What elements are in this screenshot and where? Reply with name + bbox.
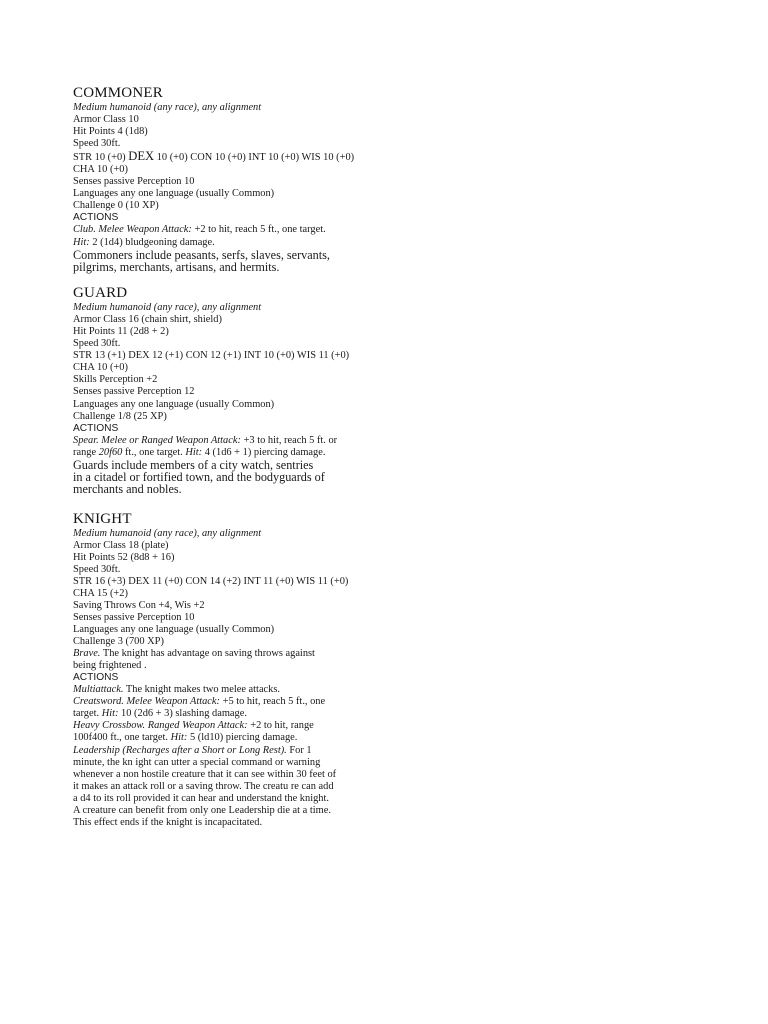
commoner-cha: CHA 10 (+0): [73, 164, 128, 176]
brave-text: The knight has advantage on saving throws against: [102, 648, 315, 660]
guard-languages: Languages any one language (usually Common): [73, 398, 275, 410]
knight-speed: Speed 30ft.: [73, 563, 121, 575]
spear-attack: +3 to hit, reach 5 ft. or: [243, 434, 338, 446]
leadership-text-6: A creature can benefit from only one Leadership die at a time.: [73, 804, 331, 816]
spacer: [73, 273, 453, 284]
commoner-senses: Senses passive Perception 10: [73, 176, 195, 188]
knight-statblock: [73, 510, 453, 829]
spear-hit-label: Hit:: [185, 446, 203, 458]
commoner-club-hit: [73, 237, 453, 249]
club-hit-label: Hit:: [73, 236, 90, 248]
commoner-actions-heading: ACTIONS: [73, 212, 119, 224]
leadership-text-2: minute, the kn ight can utter a special command or warning: [73, 756, 321, 768]
commoner-type: Medium humanoid (any race), any alignment: [73, 102, 262, 113]
leadership-name: Leadership (Recharges after a Short or Long Rest).: [73, 744, 287, 756]
commoner-description-1: Commoners include peasants, serfs, slaves, servants,: [73, 247, 330, 262]
knight-challenge: Challenge 3 (700 XP): [73, 636, 164, 648]
spear-range-label: range: [73, 446, 97, 458]
guard-type: Medium humanoid (any race), any alignment: [73, 302, 262, 314]
commoner-ability-scores: [73, 150, 453, 164]
guard-description-2: in a citadel or fortified town, and the bodyguards of: [73, 470, 325, 485]
leadership-text-1: For 1: [289, 744, 312, 756]
knight-cha: CHA 15 (+2): [73, 587, 128, 599]
commoner-dex-label: DEX: [128, 149, 155, 164]
document-page: [73, 84, 453, 829]
knight-greatsword-hit: [73, 708, 453, 720]
greatsword-target: target.: [73, 708, 100, 720]
knight-title: KNIGHT: [73, 510, 132, 527]
commoner-armor-class: Armor Class 10: [73, 114, 139, 126]
knight-ability-scores: STR 16 (+3) DEX 11 (+0) CON 14 (+2) INT 11 (+0) WIS 11 (+0): [73, 575, 349, 587]
knight-brave-trait: [73, 648, 453, 660]
commoner-description-2: pilgrims, merchants, artisans, and hermits.: [73, 259, 280, 274]
guard-challenge: Challenge 1/8 (25 XP): [73, 410, 167, 422]
knight-crossbow-action: [73, 720, 453, 732]
knight-hit-points: Hit Points 52 (8d8 + 16): [73, 551, 175, 563]
guard-spear-action: [73, 435, 453, 447]
spear-name: Spear. Melee or Ranged Weapon Attack:: [73, 434, 241, 446]
knight-armor-class: Armor Class 18 (plate): [73, 539, 169, 551]
spacer: [73, 496, 453, 510]
guard-description-3: merchants and nobles.: [73, 482, 182, 497]
greatsword-hit-label: Hit:: [101, 708, 119, 720]
commoner-hit-points: Hit Points 4 (1d8): [73, 126, 148, 138]
commoner-speed: Speed 30ft.: [73, 138, 121, 150]
knight-senses: Senses passive Perception 10: [73, 611, 195, 623]
guard-description-1: Guards include members of a city watch, sentries: [73, 457, 314, 472]
greatsword-name: Creatsword. Melee Weapon Attack:: [73, 696, 220, 708]
knight-greatsword-action: [73, 696, 453, 708]
guard-hit-points: Hit Points 11 (2d8 + 2): [73, 326, 169, 338]
club-damage: 2 (1d4) bludgeoning damage.: [92, 236, 215, 248]
guard-actions-heading: ACTIONS: [73, 422, 119, 434]
guard-senses: Senses passive Perception 12: [73, 386, 195, 398]
guard-title: GUARD: [73, 285, 128, 302]
club-attack: +2 to hit, reach 5 ft., one target.: [194, 224, 326, 236]
knight-type: Medium humanoid (any race), any alignment: [73, 527, 262, 539]
guard-statblock: [73, 284, 453, 496]
commoner-other-stats: 10 (+0) CON 10 (+0) INT 10 (+0) WIS 10 (+0): [156, 152, 355, 164]
knight-brave-trait-2: being frightened .: [73, 660, 147, 672]
crossbow-name: Heavy Crossbow. Ranged Weapon Attack:: [73, 720, 248, 732]
spear-damage: 4 (1d6 + 1) piercing damage.: [204, 446, 326, 458]
crossbow-attack: +2 to hit, range: [250, 720, 314, 732]
multiattack-text: The knight makes two melee attacks.: [125, 684, 281, 696]
knight-multiattack: [73, 684, 453, 696]
commoner-club-action: [73, 224, 453, 236]
guard-ability-scores: STR 13 (+1) DEX 12 (+1) CON 12 (+1) INT 10 (+0) WIS 11 (+0): [73, 350, 350, 362]
brave-name: Brave.: [73, 648, 101, 660]
guard-skills: Skills Perception +2: [73, 374, 158, 386]
leadership-text-3: whenever a non hostile creature that it can see within 30 feet of: [73, 768, 337, 780]
guard-speed: Speed 30ft.: [73, 338, 121, 350]
crossbow-damage: 5 (ld10) piercing damage.: [190, 732, 298, 744]
crossbow-hit-label: Hit:: [170, 732, 188, 744]
guard-armor-class: Armor Class 16 (chain shirt, shield): [73, 314, 222, 326]
knight-crossbow-hit: [73, 732, 453, 744]
leadership-text-7: This effect ends if the knight is incapacitated.: [73, 816, 263, 828]
guard-spear-hit: [73, 447, 453, 459]
leadership-text-4: it makes an attack roll or a saving throw. The creatu re can add: [73, 780, 334, 792]
spear-target: ft., one target.: [124, 446, 183, 458]
knight-leadership-action: [73, 745, 453, 757]
commoner-str: STR 10 (+0): [73, 152, 126, 164]
multiattack-name: Multiattack.: [73, 684, 124, 696]
guard-cha: CHA 10 (+0): [73, 362, 128, 374]
leadership-text-5: a d4 to its roll provided it can hear and understand the knight.: [73, 792, 329, 804]
commoner-title: COMMONER: [73, 85, 163, 101]
club-name: Club. Melee Weapon Attack:: [73, 224, 192, 236]
commoner-languages: Languages any one language (usually Common): [73, 188, 275, 200]
commoner-statblock: [73, 84, 453, 273]
greatsword-attack: +5 to hit, reach 5 ft., one: [222, 696, 326, 708]
greatsword-damage: 10 (2d6 + 3) slashing damage.: [121, 708, 247, 720]
crossbow-range: 100f400 ft., one target.: [73, 732, 169, 744]
knight-actions-heading: ACTIONS: [73, 672, 119, 684]
spear-range: 20f60: [98, 446, 123, 458]
knight-saving-throws: Saving Throws Con +4, Wis +2: [73, 599, 205, 611]
commoner-challenge: Challenge 0 (10 XP): [73, 200, 159, 212]
knight-languages: Languages any one language (usually Common): [73, 624, 275, 636]
